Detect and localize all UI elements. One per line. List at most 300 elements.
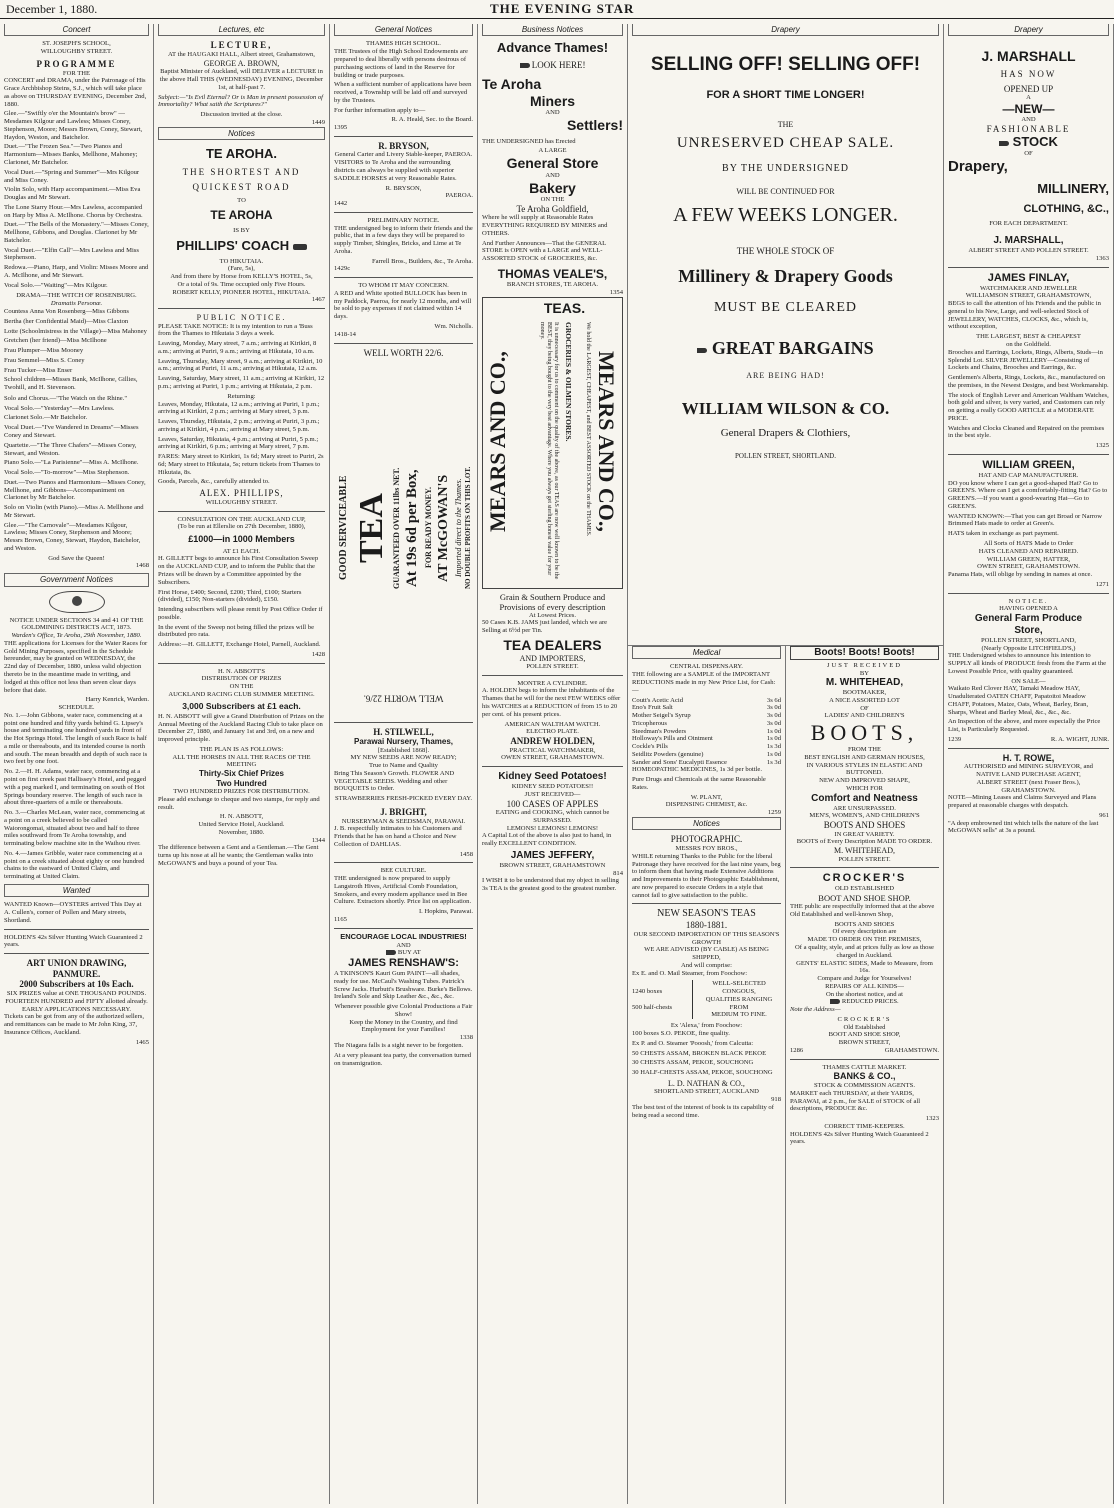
mens-womens: MEN'S, WOMEN'S, AND CHILDREN'S (809, 812, 920, 820)
crocker-ref: 1286 (790, 1046, 804, 1054)
crocker-quality: Of a quality, style, and at prices fully as low as those charged in Auckland. (795, 943, 934, 959)
cast-member: Bertha (her Confidential Maid)—Miss Claxton (4, 317, 129, 325)
cast-member: Countess Anna Von Rosenberg—Miss Gibbons (4, 308, 129, 316)
art-union-fourteen: FOURTEEN HUNDRED and FIFTY allotted already. (5, 997, 148, 1005)
homeopathic: HOMEOPATHIC MEDICINES, 1s 3d per bottle. (632, 766, 762, 774)
tea-imported: Imported direct to the Thames. (454, 478, 463, 577)
congou-halfchests: 500 half-chests (632, 1003, 673, 1011)
comfort-neatness: Comfort and Neatness (811, 792, 918, 804)
public-fares: FARES: Mary street to Kirikiri, 1s 6d; Mary street to Puriri, 2s 6d; Mary street to Hikutaia, 5s; return tickets from Thames to Hikutaia, 8s. (158, 453, 324, 476)
green-name: WILLIAM GREEN, (982, 458, 1075, 471)
dispensary-body: THE following are a SAMPLE of the IMPORTANT REDUCTIONS made in my New Price List, for Cash:— (632, 671, 776, 694)
school-body2: When a sufficient number of applications have been received, a Township will be laid off and surveyed by the Trustees. (334, 81, 472, 104)
lecture-body: Baptist Minister of Auckland, will DELIVER a LECTURE in the above Hall THIS (WEDNESDAY) EVENING, December 1st, at half-past 7. (159, 68, 324, 91)
abbott-plan: THE PLAN IS AS FOLLOWS: (199, 745, 284, 753)
concert-item: Vocal Solo.—"To-morrow"—Miss Stephenson. (4, 469, 130, 477)
renshaw-keep: Keep the Money in the Country, and find Employment for your Families! (349, 1018, 458, 1034)
holden-body: A. HOLDEN begs to inform the inhabitants of the Thames that he will for the next FEW WEEKS offer his WATCHES at a REDUCTION of from 15 to 20 per cent. of his present prices. (482, 687, 621, 718)
farm-sale: ON SALE— (1011, 677, 1046, 685)
masthead: THE EVENING STAR (490, 1, 635, 16)
pointing-hand-icon (830, 999, 840, 1004)
concert-item: Glee.—"Swiftly o'er the Mountain's brow" —Mesdames Kilgour and Lawless; Misses Coney, Stephenson, Moore; Messrs Brown, Coney, Stewart, Haydon, Weston, and Batchelor. (4, 110, 143, 141)
pure-drugs: Pure Drugs and Chemicals at the same Reasonable Rates. (632, 776, 766, 791)
bright-sub: NURSERYMAN & SEEDSMAN, PARAWAI. (341, 817, 466, 825)
veale-name: THOMAS VEALE'S, (497, 266, 608, 281)
apples: 100 CASES OF APPLES (506, 798, 599, 809)
congou-desc (692, 980, 781, 1019)
green-clean: HATS CLEANED AND REPAIRED. (978, 547, 1079, 555)
crocker-old: OLD ESTABLISHED (835, 885, 894, 893)
concert-item: Vocal Solo.—"Waiting"—Mrs Kilgour. (4, 281, 108, 289)
miners-and: AND (545, 109, 560, 117)
worth-bottom: WELL WORTH 22/6. (363, 693, 444, 704)
pointing-hand-icon (697, 348, 707, 353)
page-header (0, 0, 1114, 19)
stilwell-seeds: MY NEW SEEDS ARE NOW READY; (350, 754, 457, 762)
farm-ref: 1239 (948, 735, 962, 743)
marshall-millinery: MILLINERY, (1037, 181, 1109, 197)
public-time: Leaving, Thursday, Mary street, 9 a.m.; arriving at Kirikiri, 10 a.m.; arriving at Puriri, 11 a.m.; arriving at Hikutaia, 12 a.m. (158, 357, 323, 373)
jeffery-ref: 814 (613, 869, 623, 877)
notice-fare: (Fare, 5s), (228, 265, 255, 273)
new-improved: NEW AND IMPROVED SHAPE, (819, 777, 910, 785)
art-union-tickets: Tickets can be got from any of the authorized sellers, and remittances can be made to Mr John King, 37, Insurance Offices, Auckland. (4, 1013, 145, 1036)
crocker-made: MADE TO ORDER ON THE PREMISES, (807, 936, 922, 944)
finlay-b2: Brooches and Earrings, Lockets, Rings, Alberts, Studs—in Splendid Lot. SILVER JEWELLERY—Consisting of Lockets and Chains, Brooches and Earrings, &c. (948, 348, 1103, 372)
concern-title: TO WHOM IT MAY CONCERN. (358, 282, 449, 290)
crocker-footer (790, 1047, 939, 1055)
bryson-signature: R. BRYSON, (385, 184, 422, 192)
coach-name: PHILLIPS' COACH (158, 238, 325, 253)
capital-lot: A Capital Lot of the above is also just to hand, in really EXCELLENT CONDITION. (482, 832, 612, 848)
art-union-subscribers: 2000 Subscribers at 10s Each. (19, 979, 134, 990)
section-heading-government: Government Notices (4, 573, 149, 586)
whitehead-bootmaker: BOOTMAKER, (842, 689, 887, 697)
crocker-gr: GRAHAMSTOWN. (884, 1046, 939, 1054)
rowe-gt: GRAHAMSTOWN. (1001, 786, 1056, 794)
rowe-native: NATIVE LAND PURCHASE AGENT, (976, 771, 1081, 779)
photo-footnote: The best test of the interest of book is its capability of being read a second time. (632, 1103, 774, 1119)
green-ref: 1271 (1095, 580, 1109, 588)
bright-name: J. BRIGHT, (380, 806, 427, 817)
being-had: ARE BEING HAD! (746, 371, 825, 381)
public-goods: Goods, Parcels, &c., carefully attended to. (158, 478, 270, 486)
art-union-prizes: SIX PRIZES value at ONE THOUSAND POUNDS. (6, 990, 147, 998)
public-street: WILLOUGHBY STREET. (205, 498, 278, 506)
calcutta-item: 30 HALF-CHESTS ASSAM, PEKOE, SOUCHONG (632, 1069, 773, 1077)
boots-head: Boots! Boots! Boots! (790, 646, 939, 660)
marshall-stock: STOCK (948, 134, 1109, 149)
kidney-heading: Kidney Seed Potatoes! (498, 771, 607, 783)
marshall-a: A (1026, 94, 1031, 102)
green-sub: HAT AND CAP MANUFACTURER. (978, 471, 1079, 479)
mears-text: It is unnecessary for us to comment on the quality of the above, as our TEAS are now well known to be the BEST, they being bought to the very best advantage. Where you always get sterling honest value for your money. (538, 321, 559, 580)
jeffery-place: BROWN STREET, GRAHAMSTOWN (499, 861, 606, 869)
millinery-goods: Millinery & Drapery Goods (678, 266, 893, 287)
cast-member: Gretchen (her friend)—Miss McIlhone (4, 337, 107, 345)
encourage-buy: BUY AT (334, 949, 473, 957)
whitehead-name: M. WHITEHEAD, (825, 677, 904, 689)
cup-prizes: First Horse, £400; Second, £200; Third, £100; Starters (divided), £150; Non-starters (divided), £150. (158, 588, 302, 604)
plant-sub: DISPENSING CHEMIST, &c. (665, 801, 748, 809)
renshaw-ref: 1338 (459, 1034, 473, 1042)
rowe-ref: 961 (1099, 811, 1109, 819)
pointing-hand-icon (520, 63, 530, 68)
drapery-the: THE (777, 119, 794, 129)
bee-ref: 1165 (334, 915, 347, 923)
settlers: Settlers! (566, 117, 623, 134)
photo-title: PHOTOGRAPHIC. (670, 834, 743, 845)
cup-ref: 1428 (311, 650, 325, 658)
will-be-continued: WILL BE CONTINUED FOR (736, 186, 835, 196)
concert-item: Clarionet Solo.—Mr Batchelor. (4, 414, 88, 422)
school-ref: 1395 (334, 124, 348, 132)
renshaw-when: Whenever possible give Colonial Productions a Fair Show! (334, 1003, 473, 1018)
concert-item: Solo and Chorus.—"The Watch on the Rhine." (4, 394, 128, 402)
public-notice-title: PUBLIC NOTICE. (196, 313, 287, 323)
nathan-name: L. D. NATHAN & CO., (668, 1078, 745, 1088)
lecture-title: LECTURE, (210, 40, 273, 51)
stilwell-name: H. STILWELL, (373, 726, 434, 737)
issue-date: December 1, 1880. (6, 2, 98, 16)
encourage-and: AND (396, 941, 411, 949)
ex-mail: Ex E. and O. Mail Steamer, from Foochow: (632, 969, 748, 977)
crocker-bss2: BOOT AND SHOE SHOP, (828, 1031, 901, 1039)
lowest-prices: At Lowest Prices. (528, 611, 577, 619)
abbott-meeting: AUCKLAND RACING CLUB SUMMER MEETING. (168, 690, 315, 698)
notice-shortest: THE SHORTEST AND (182, 167, 301, 178)
royal-arms-icon (49, 591, 105, 613)
plant-ref: 1259 (767, 809, 781, 817)
price-row: Sander and Sons' Eucalypti Essence 1s 3d (632, 758, 781, 766)
marshall-addr: ALBERT STREET AND POLLEN STREET. (968, 247, 1089, 255)
holden-place: OWEN STREET, GRAHAMSTOWN. (501, 754, 604, 762)
ladies-children: LADIES' AND CHILDREN'S (824, 712, 905, 720)
crocker-every: Of every description are (832, 928, 897, 936)
crocker-bas: BOOTS AND SHOES (834, 920, 895, 928)
teas-heading: TEAS. (543, 299, 586, 316)
farm-notice: NOTICE. (1008, 597, 1049, 605)
art-union-early: EARLY APPLICATIONS NECESSARY. (21, 1005, 132, 1013)
calcutta-item: 50 CHESTS ASSAM, BROKEN BLACK PEKOE (632, 1049, 767, 1057)
section-heading-business: Business Notices (482, 24, 623, 36)
finlay-street: WILLIAMSON STREET, GRAHAMSTOWN, (965, 292, 1092, 300)
abbott-signature: H. N. ABBOTT, (219, 813, 264, 821)
farm-footer (948, 736, 1109, 744)
section-heading-lectures: Lectures, etc (158, 24, 325, 36)
wanted-ref: 1465 (135, 1038, 149, 1046)
notice-body: And from there by Horse from KELLY'S HOTEL, 5s, (170, 273, 313, 281)
price-list (632, 697, 781, 767)
marshall-and: AND (1021, 116, 1036, 124)
notice-destination: TE AROHA (210, 208, 273, 223)
abbott-footnote: The difference between a Gent and a Gentleman.—The Gent turns up his nose at all he wants; the Gentleman walks into McGOWAN'S and buys a pound of your Tea. (158, 844, 319, 867)
montre-heading: MONTRE A CYLINDRE. (517, 679, 588, 687)
by-undersigned: BY THE UNDERSIGNED (722, 162, 849, 174)
te-aroha: Te Aroha (482, 76, 542, 93)
marshall-opened: OPENED UP (1003, 83, 1054, 94)
concert-item: Piano Solo.—"La Parisienne"—Miss A. McIlhone. (4, 459, 139, 467)
abbott-date: November, 1880. (218, 828, 265, 836)
cup-members: £1000—in 1000 Members (188, 534, 295, 545)
concert-title: ST. JOSEPH'S SCHOOL, (42, 40, 111, 48)
abbott-hotel: United Service Hotel, Auckland. (198, 821, 285, 829)
nice-lot: A NICE ASSORTED LOT (829, 696, 900, 704)
whitehead-sig: M. WHITEHEAD, (834, 846, 895, 856)
holden-sub: PRACTICAL WATCHMAKER, (509, 746, 596, 754)
drama-heading: DRAMA—THE WITCH OF ROSENBURG. (16, 292, 137, 300)
section-heading-general: General Notices (334, 24, 473, 36)
wanted-oysters: WANTED Known—OYSTERS arrived This Day at A. Cullen's, corner of Pollen and Mary streets, Shortland. (4, 901, 142, 924)
correct-time: CORRECT TIME-KEEPERS. (824, 1122, 905, 1130)
made-to-order: BOOTS of Every Description MADE TO ORDER. (796, 838, 933, 846)
pollen-street: POLLEN STREET. (526, 662, 579, 670)
stilwell-true: True to Name and Quality (369, 762, 438, 770)
column-medical (628, 646, 786, 1504)
finlay-b5: Watches and Clocks Cleaned and Repaired on the premises in the best style. (948, 424, 1105, 440)
boots-by: BY (859, 669, 870, 677)
congou-line: WELL-SELECTED (712, 980, 766, 988)
column-lectures (154, 24, 330, 1504)
concert-item: Violin Solo, with Harp accompaniment.—Miss Eva Douglas and Mr Stewart. (4, 186, 141, 202)
bryson-sub: General Carter and Livery Stable-keeper, PAEROA. (334, 151, 473, 159)
bryson-body: VISITORS to Te Aroha and the surrounding districts can always be supplied with superior SADDLE HORSES at very Reasonable Rates. (334, 159, 457, 182)
schedule-item: No. 2.—H. H. Adams, water race, commencing at a point on first creek past Hallissey's Hotel, and pegged with a peg marked I, and terminating on south of Hot Springs boundary reserve. The length of such race is about three-quarters of a mile or thereabouts. (4, 768, 147, 807)
school-title: THAMES HIGH SCHOOL. (366, 40, 441, 48)
new-season-teas: NEW SEASON'S TEAS (657, 908, 756, 920)
concern-signature: Wm. Nicholls. (434, 323, 473, 331)
holden-name: ANDREW HOLDEN, (510, 736, 595, 747)
crocker-short: On the shortest notice, and at (826, 990, 903, 998)
finlay-name: JAMES FINLAY, (987, 271, 1070, 284)
bright-body: J. B. respectfully intimates to his Customers and Friends that he has on hand a Choice and New Collection of DAHLIAS. (334, 825, 462, 848)
notice-quickest: QUICKEST ROAD (192, 181, 291, 192)
just-received: JUST RECEIVED— (524, 790, 581, 798)
crocker-name-2: CROCKER'S (837, 1015, 892, 1023)
price-row: Mother Seigel's Syrup 3s 0d (632, 712, 781, 720)
concert-items (4, 110, 149, 289)
abbott-thirty: Thirty-Six Chief Prizes (199, 769, 284, 779)
boots-which: WHICH FOR (846, 784, 883, 792)
farm-items: Waikato Red Clover HAY, Tamaki Meadow HAY, Unadulterated OATEN CHAFF, Papatoitoi Meadow CHAFF, Potatoes, Maize, Oats, Wheat, Barley, Bran, Sharps, Wheat and Barley Meal, &c., &c., &c. (948, 685, 1089, 716)
cast-member: School children—Misses Bank, McIlhone, Gillies, Twohill, and H. Stevenson. (4, 376, 138, 392)
jeffery-name: JAMES JEFFERY, (510, 849, 595, 861)
tea-serviceable: GOOD SERVICEABLE (338, 475, 349, 580)
column-business (478, 24, 628, 1504)
prelim-signature: Farrell Bros., Builders, &c., Te Aroha. (371, 257, 473, 265)
crocker-compare: Compare and Judge for Yourselves! (817, 975, 912, 983)
concert-item: Redowa.—Piano, Harp, and Violin: Misses Moore and A. McIlhone, and Mr Stewart. (4, 264, 149, 279)
bright-ref: 1458 (459, 850, 473, 858)
programme-heading: PROGRAMME (36, 58, 117, 69)
finlay-ref: 1325 (1095, 442, 1109, 450)
electro-plate: ELECTRO PLATE. (526, 728, 579, 736)
tea-double: NO DOUBLE PROFITS ON THIS LOT. (464, 466, 472, 589)
column-drapery-right (944, 24, 1114, 1504)
finlay-b3: Gentlemen's Alberts, Rings, Lockets, &c., manufactured on the premises, in the Newest Designs, and best Workmanship. (948, 374, 1109, 389)
gov-signature: Harry Kenrick, Warden. (85, 696, 149, 704)
look-here: LOOK HERE! (482, 60, 623, 71)
column-general (330, 24, 478, 1504)
concern-body: A RED and White spotted BULLOCK has been in my Paddock, Paeroa, for nearly 12 months, and will be sold to pay expenses if not claimed within 14 days. (334, 289, 472, 321)
cast-member: Frau Plumper—Miss Mooney (4, 347, 84, 355)
column-drapery-wide (628, 24, 944, 646)
cup-more: In the event of the Sweep not being filled the prizes will be distributed pro rata. (158, 623, 315, 639)
crocker-obs: Old Established (843, 1023, 886, 1031)
public-return-time: Leaves, Thursday, Hikutaia, 2 p.m.; arriving at Puriri, 3 p.m.; arriving at Kirikiri, 4 p.m.; arriving at Mary street, 5 p.m. (158, 418, 320, 433)
schedule-heading: SCHEDULE. (58, 704, 95, 712)
boots-large: BOOTS, (810, 720, 919, 746)
marshall-clothing: CLOTHING, &C., (1023, 202, 1109, 215)
ex-alexa: Ex 'Alexa,' from Foochow: (670, 1022, 743, 1030)
goldfield: Te Aroha Goldfield, (516, 203, 589, 214)
finlay-onthe: on the Goldfield. (1006, 340, 1051, 348)
veale-branch: BRANCH STORES, TE AROHA. (506, 281, 599, 289)
stilwell-straw: STRAWBERRIES FRESH-PICKED EVERY DAY. (335, 795, 472, 803)
marshall-of: OF (1024, 149, 1033, 157)
tea-party-note: At a very pleasant tea party, the conversation turned on transmigration. (334, 1051, 472, 1067)
public-time: Leaving, Monday, Mary street, 7 a.m.; arriving at Kirikiri, 8 a.m.; arriving at Puriri, 9 a.m.; arriving at Hikutaia, 10 a.m. (158, 340, 317, 355)
tea-box (334, 348, 473, 718)
pollen-shortland: POLLEN STREET, SHORTLAND. (735, 451, 836, 460)
boots-just: JUST RECEIVED (826, 661, 903, 669)
bee-body: THE undersigned is now prepared to supply Langstroth Hives, Artificial Comb Foundation, Smokers, and every modern appliance used in Bee Culture. Extractors shortly. Price list on application. (334, 875, 472, 906)
tea-tea: TEA (353, 492, 390, 563)
notice-to: TO (237, 196, 246, 204)
gov-office: Warden's Office, Te Aroha, 29th November, 1880. (11, 632, 142, 640)
concert-intro: CONCERT and DRAMA, under the Patronage of His Grace Archbishop Steins, S.J., which will take place as above on THURSDAY EVENING, December 2nd, 1880. (4, 77, 147, 108)
market-ref: 1323 (925, 1115, 939, 1123)
price-row: Eno's Fruit Salt 3s 0d (632, 704, 781, 712)
concert-item: Quartette.—"The Three Chafers"—Misses Coney, Stewart, and Weston. (4, 441, 137, 457)
lecture-speaker: GEORGE A. BROWN, (203, 58, 280, 68)
market-body: MARKET each THURSDAY, at their YARDS, PARAWAI, at 2 p.m., for SALE of STOCK of all descriptions, PRODUCE &c. (790, 1089, 921, 1113)
cup-agents: Intending subscribers will please remit by Post Office Order if possible. (158, 606, 323, 621)
mears-right: MEARS AND CO., (593, 351, 619, 533)
bryson-ref: 1442 (334, 200, 348, 208)
abbott-dist: DISTRIBUTION OF PRIZES (201, 675, 282, 683)
abbott-body: H. N. ABBOTT will give a Grand Distribution of Prizes on the Annual Meeting of the Auckland Racing Club to take place on December 27, 1880, and January 1st and 3rd, on a new and improved principle. (158, 712, 324, 744)
store-body: Where he will supply at Reasonable Rates EVERYTHING REQUIRED BY MINERS and OTHERS. (482, 214, 608, 237)
miners: Miners (529, 92, 576, 109)
marshall-ref: 1363 (1095, 254, 1109, 262)
section-heading-notices: Notices (158, 127, 325, 140)
must-be-cleared: MUST BE CLEARED (713, 299, 858, 315)
crocker-public: THE public are respectfully informed that at the above Old Established and well-known Shop, (790, 903, 935, 918)
great-variety: IN GREAT VARIETY. (834, 830, 895, 838)
congou-line: CONGOUS, (722, 988, 756, 996)
bee-signature: I. Hopkins, Parawai. (418, 908, 473, 916)
nathan-place: SHORTLAND STREET, AUCKLAND (654, 1088, 759, 1096)
few-weeks: A FEW WEEKS LONGER. (673, 204, 898, 227)
farm-body: THE Undersigned wishes to announce his intention to SUPPLY all kinds of PRODUCE fresh from the Farm at the Lowest Possible Price, with quality guaranteed. (948, 652, 1107, 675)
public-return-time: Leaves, Monday, Hikutaia, 12 a.m.; arriving at Puriri, 1 p.m.; arriving at Kirikiri, 2 p.m.; arriving at Mary street, 3 p.m. (158, 400, 320, 416)
worth-top: WELL WORTH 22/6. (363, 347, 444, 358)
crocker-reduced: REDUCED PRICES. (790, 998, 939, 1006)
bryson-name: R. BRYSON, (378, 140, 429, 151)
marshall-name: J. MARSHALL (981, 48, 1076, 65)
store-further: And Further Announces—That the GENERAL STORE is OPEN with a LARGE and WELL-ASSORTED STOCK of GROCERIES, &c. (482, 239, 606, 263)
marshall-new: —NEW— (1002, 101, 1055, 116)
marshall-has: HAS NOW (1000, 68, 1057, 79)
foy-name: MESSRS FOY BROS., (675, 845, 738, 853)
second-importation: OUR SECOND IMPORTATION OF THIS SEASON'S GROWTH (633, 930, 780, 946)
crocker-shop: BOOT AND SHOE SHOP. (818, 893, 911, 904)
concert-item: Duet.—Two Pianos and Harmonium—Misses Coney, Mellhone, and Gibbons—Accompaniment on Clarionet by Mr Batchelor. (4, 478, 146, 502)
stilwell-nursery: Parawai Nursery, Thames, (353, 737, 453, 747)
farm-near: (Nearly Opposite LITCHFIELD'S,) (981, 644, 1076, 652)
marshall-fashionable: FASHIONABLE (986, 123, 1071, 134)
finlay-b4: The stock of English Lever and American Waltham Watches, both gold and silver, is very varied, and Customers can rely on getting a really GOOD ARTICLE at a MODERATE PRICE. (948, 391, 1109, 422)
niagara-note: The Niagara falls is a sight never to be forgotten. (334, 1041, 464, 1049)
school-body: THE Trustees of the High School Endowments are prepared to deal liberally with persons desirous of purchasing sections of land in the Reserve for building or trade purposes. (334, 48, 468, 79)
rowe-note: NOTE—Mining Leases and Claims Surveyed and Plans prepared at reasonable charges with despatch. (948, 794, 1097, 810)
farm-store: Store, (1014, 624, 1043, 636)
unreserved-sale: UNRESERVED CHEAP SALE. (676, 135, 895, 152)
abbott-on: ON THE (229, 683, 254, 691)
selling-off: SELLING OFF! SELLING OFF! (650, 54, 921, 76)
grain-produce: Grain & Southern Produce and Provisions of every description (499, 591, 606, 612)
mears-groceries: GROCERIES & OILMEN STORES. (563, 321, 573, 442)
congou-quantities (632, 988, 692, 1012)
gov-body: THE applications for Licenses for the Water Races for Gold Mining Purposes, specified in the Schedule hereunder, may be granted on WEDNESDAY, the 22nd day of December, 1880, unless valid objection thereto be in the meantime made in writing, and lodged at this office not less than seven clear days before that date. (4, 639, 148, 694)
unsurpassed: ARE UNSURPASSED. (833, 804, 896, 812)
whole-stock: THE WHOLE STOCK OF (736, 245, 835, 256)
whitehead-sub: POLLEN STREET. (838, 855, 891, 863)
great-bargains: GREAT BARGAINS (632, 338, 939, 359)
stilwell-est: [Established 1868]. (377, 746, 430, 754)
farm-place: POLLEN STREET, SHORTLAND, (980, 636, 1077, 644)
boots-from: FROM THE (847, 746, 882, 754)
concert-for: FOR THE (62, 69, 91, 77)
styles: IN VARIOUS STYLES IN ELASTIC AND BUTTONED. (806, 761, 923, 777)
public-time: Leaving, Saturday, Mary street, 11 a.m.; arriving at Kirikiri, 12 p.m.; arriving at Puriri, 1 p.m.; arriving at Hikutaia, 2 p.m. (158, 375, 325, 390)
column-concert (0, 24, 154, 1504)
concert-item: Duet.—"The Frozen Sea."—Two Pianos and Harmonium—Misses Banks, Mellhone, Mahoney; Clarionet, Mr Batchelor. (4, 143, 138, 166)
price-row: Steedman's Powders 1s 0d (632, 727, 781, 735)
jams: 50 Cases K.B. JAMS just landed, which we are Selling at 6½d per Tin. (482, 619, 608, 635)
will-comprise: And will comprise: (681, 961, 732, 969)
wilson-name: WILLIAM WILSON & CO. (681, 398, 890, 418)
coach-horse-icon (293, 244, 307, 250)
pointing-hand-icon (999, 141, 1009, 146)
concern-ref: 1418-14 (334, 330, 356, 338)
green-sig: WILLIAM GREEN, HATTER, (986, 555, 1071, 563)
photo-body: WHILE returning Thanks to the Public for the liberal Patronage they have received for the last nine years, beg to inform them that having made Extensive Additions and Improvements to their Photographic Establishment, are now prepared to execute Orders in a style that cannot fail to give satisfaction to the public. (632, 852, 781, 899)
rowe-albert: ALBERT STREET (next Fraser Bros.), (976, 778, 1081, 786)
bakery: Bakery (529, 179, 576, 196)
concert-item: Glee.—"The Carnovale"—Mesdames Kilgour, Lawless; Misses Coney, Stephenson and Moore; Messrs Brown, Coney, Stewart, Haydon, Batchelor, and Weston. (4, 521, 141, 552)
public-returning: Returning: (227, 392, 256, 400)
schedule-item: No. 4.—James Gribble, water race commencing at a point on a creek situated about eighty or one hundred chains to the eastward of United Claim, and terminating at United Claim. (4, 849, 145, 881)
bryson-place: PAEROA. (445, 192, 473, 200)
abbott-twohundred: TWO HUNDRED PRIZES FOR DISTRIBUTION. (173, 787, 310, 795)
cast-member: Frau Tucker—Miss Enser (4, 366, 73, 374)
prelim-body: THE undersigned beg to inform their friends and the public, that in a few days they will be prepared to supply Timber, Shingles, Bricks, and Lime at Te Aroha. (334, 224, 473, 255)
cup-ellerslie: (To be run at Ellerslie on 27th December, 1880), (177, 523, 306, 531)
mears-stock: We hold the LARGEST, CHEAPEST, and BEST ASSORTED STOCK on the THAMES. (585, 321, 591, 536)
tea-dealers: TEA DEALERS (503, 637, 602, 653)
marshall-each: FOR EACH DEPARTMENT. (989, 219, 1068, 227)
green-wk: WANTED KNOWN:—That you can get Broad or Narrow Brimmed Hats made to order at Green's. (948, 512, 1102, 528)
notice-isby: IS BY (233, 226, 250, 234)
crocker-bst: BROWN STREET, (838, 1039, 891, 1047)
abbott-apply: Please add exchange to cheque and two stamps, for reply and result. (158, 795, 320, 811)
short-time: FOR A SHORT TIME LONGER! (706, 88, 865, 101)
notice-hikutaia: TO HIKUTAIA. (219, 257, 264, 265)
concert-item: Vocal Solo.—"Yesterday"—Mrs Lawless. (4, 404, 115, 412)
tea-guaranteed: GUARANTEED OVER 11lbs NET. (392, 466, 401, 589)
